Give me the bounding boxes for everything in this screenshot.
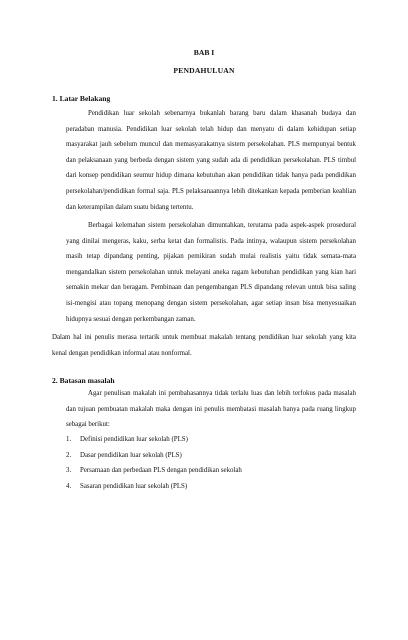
chapter-subtitle: PENDAHULUAN (173, 66, 235, 75)
list-number: 2. (66, 451, 72, 459)
list-item (66, 479, 356, 495)
list-text: Sasaran pendidikan luar sekolah (PLS) (80, 482, 188, 490)
list-item (66, 432, 356, 448)
list-number: 4. (66, 482, 72, 490)
paragraph-1: Pendidikan luar sekolah sebenarnya bukanlah barang baru dalam khasanah budaya dan peradaban manusia. Pendidikan luar sekolah telah hidup dan menyatu di dalam kehidupan setiap masyarakat jauh sebelum muncul dan memasyarakatnya sistem persekolahan. PLS mempunyai bentuk dan pelaksanaan yang berbeda dengan sistem yang sudah ada di pendidikan persekolahan. PLS timbul dari konsep pendidikan seumur hidup dimana kebutuhan akan pendidikan tidak hanya pada pendidikan persekolahan/pendidikan formal saja. PLS pelaksanaannya lebih ditekankan kepada pemberian keahlian dan keterampilan dalam suatu bidang tertentu. (66, 110, 356, 211)
chapter-title: BAB I (193, 48, 215, 57)
paragraph-2: Berbagai kelemahan sistem persekolahan dimuntahkan, terutama pada aspek-aspek prosedural yang dinilai mengeras, kaku, serba ketat dan formalistis. Pada intinya, walaupun sistem persekolahan masih tetap dipandang penting, pijakan pemikiran sudah mulai realistis yaitu tidak semata-mata mengandalkan sistem persekolahan untuk melayani aneka ragam kebutuhan pendidikan yang kian hari semakin mekar dan beragam. Pembinaan dan pengembangan PLS dipandang relevan untuk bisa saling isi-mengisi atau topang menopang dengan sistem persekolahan, agar setiap insan bisa menyesuaikan hidupnya sesuai dengan perkembangan zaman. (66, 222, 356, 323)
list-text: Dasar pendidikan luar sekolah (PLS) (80, 451, 182, 459)
list-text: Persamaan dan perbedaan PLS dengan pendidikan sekolah (80, 467, 242, 475)
list-number: 1. (66, 436, 72, 443)
list-text: Definisi pendidikan luar sekolah (PLS) (80, 436, 188, 443)
paragraph-3: Agar penulisan makalah ini pembahasannya tidak terlalu luas dan lebih terfokus pada masalah dan tujuan pembuatan makalah maka dengan ini penulis membatasi masalah hanya pada ruang lingkup sebagai berikut: (66, 390, 356, 429)
section-heading-latar-belakang: 1. Latar Belakang (52, 94, 111, 103)
list-number: 3. (66, 467, 72, 475)
paragraph-closing: Dalam hal ini penulis merasa tertarik untuk membuat makalah tentang pendidikan luar sekolah yang kita kenal dengan pendidikan informal atau nonformal. (52, 334, 356, 357)
section-heading-batasan-masalah: 2. Batasan masalah (52, 376, 115, 385)
list-item (66, 448, 356, 464)
scope-list (66, 432, 356, 494)
list-item (66, 463, 356, 479)
